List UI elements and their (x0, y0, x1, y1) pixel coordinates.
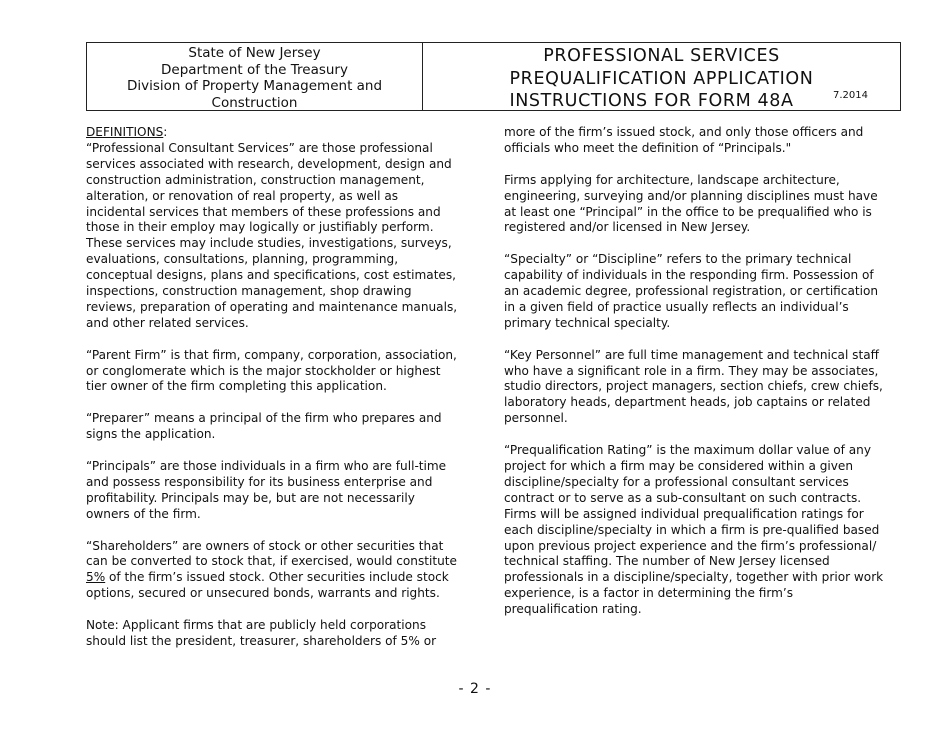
agency-line: Department of the Treasury (161, 61, 348, 78)
note-publicly-held: Note: Applicant firms that are publicly held corporations should list the president, treasurer, shareholders of 5% or (86, 618, 437, 648)
agency-line: Division of Property Management and (126, 78, 383, 94)
definition-prequalification-rating: “Prequalification Rating” is the maximum dollar value of any project for which a firm may be considered within a given discipline/specialty for a professional consultant services contract or to serve as a sub-consultant on such contracts. Firms will be assigned individual prequalification ratings for each discipline/specialty in which a firm is pre-qualified based upon previous project experience and the firm’s professional/ technical staffing. The number of New Jersey licensed professionals in a discipline/specialty, together with prior work experience, is a factor in determining the firm’s prequalification rating. (504, 443, 884, 617)
definition-specialty: “Specialty” or “Discipline” refers to the primary technical capability of individuals in the responding firm. Possession of an academic degree, professional registration, or certification in a given field of practice usually reflects an individual’s primary technical specialty. (504, 252, 879, 330)
form-version: 7.2014 (833, 89, 868, 101)
title-line: PREQUALIFICATION APPLICATION (509, 68, 814, 89)
note-continued: more of the firm’s issued stock, and only those officers and officials who meet the definition of “Principals." (504, 125, 864, 155)
agency-line: Construction (211, 94, 298, 111)
left-column (86, 125, 461, 666)
right-column (504, 125, 884, 634)
definitions-heading: DEFINITIONS: (86, 125, 168, 139)
header-box (86, 42, 901, 111)
definition-key-personnel: “Key Personnel” are full time management and technical staff who have a significant role in a firm. They may be associates, studio directors, project managers, section chiefs, crew chiefs, laboratory heads, department heads, job captains or related personnel. (504, 347, 883, 426)
definition-shareholders: “Shareholders” are owners of stock or other securities that can be converted to stock that, if exercised, would constitute 5% of the firm’s issued stock. Other securities include stock options, secured or unsecured bonds, warrants and rights. (86, 538, 457, 601)
page-number: - 2 - (458, 681, 492, 697)
agency-line: State of New Jersey (188, 45, 321, 61)
definition-professional-consultant-services: “Professional Consultant Services” are those professional services associated with research, development, design and construction administration, construction management, alteration, or renovation of real property, as well as incidental services that members of these professions and those in their employ may logically or justifiably perform. These services may include studies, investigations, surveys, evaluations, consultations, planning, programming, conceptual designs, plans and specifications, cost estimates, inspections, construction management, shop drawing reviews, preparation of operating and maintenance manuals, and other related services. (86, 140, 458, 330)
definition-parent-firm: “Parent Firm” is that firm, company, corporation, association, or conglomerate which is the major stockholder or highest tier owner of the firm completing this application. (86, 347, 457, 394)
definition-principals: “Principals” are those individuals in a firm who are full-time and possess responsibility for its business enterprise and profitability. Principals may be, but are not necessarily owners of the firm. (86, 458, 447, 521)
principal-requirement: Firms applying for architecture, landscape architecture, engineering, surveying and/or planning disciplines must have at least one “Principal” in the office to be prequalified who is registered and/or licensed in New Jersey. (504, 172, 878, 235)
title-line: PROFESSIONAL SERVICES (543, 46, 780, 66)
definition-preparer: “Preparer” means a principal of the firm who prepares and signs the application. (86, 411, 442, 442)
form-title-block (423, 43, 900, 110)
title-line: INSTRUCTIONS FOR FORM 48A (509, 91, 794, 111)
agency-block (87, 43, 423, 110)
